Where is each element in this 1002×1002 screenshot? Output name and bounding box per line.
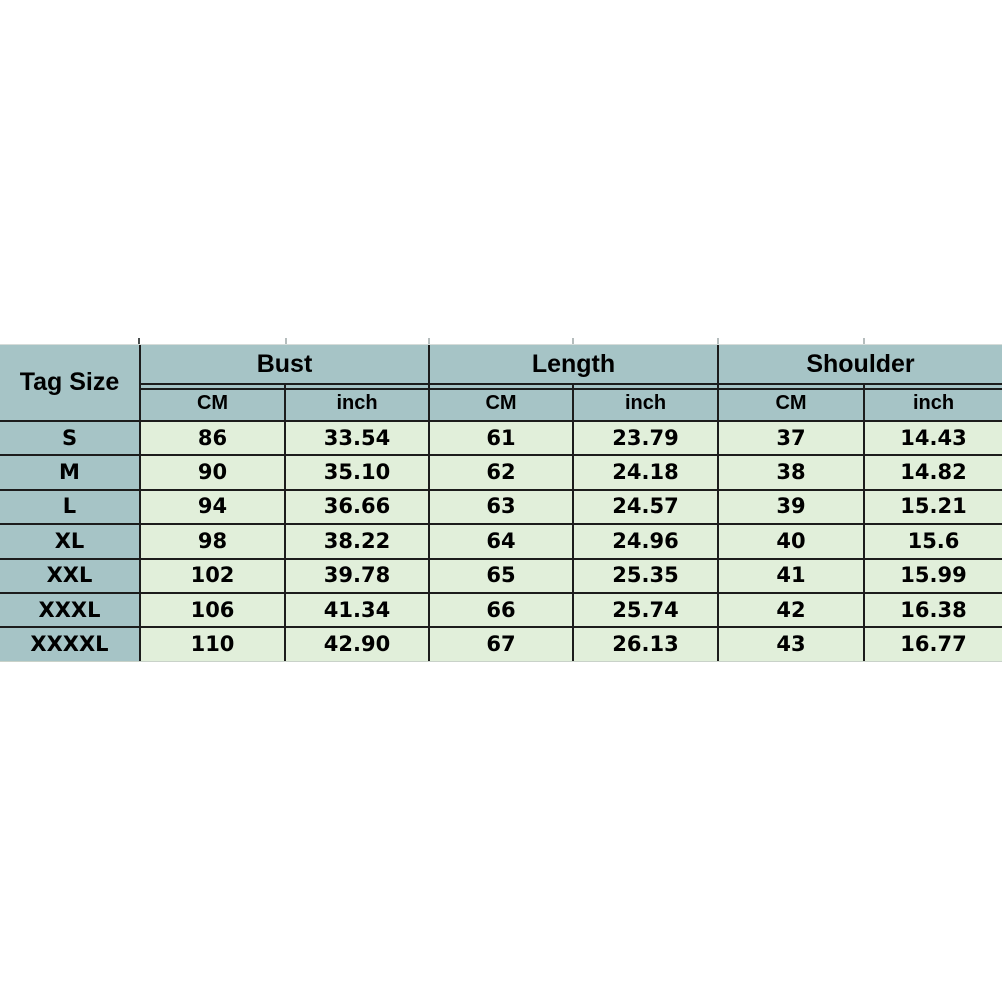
value-cell: 16.38 [863,592,1002,626]
value-cell: 23.79 [572,420,717,454]
group-header-bust: Bust [139,345,428,385]
group-header-shoulder: Shoulder [717,345,1002,385]
value-cell: 24.96 [572,523,717,557]
unit-header-bust-inch: inch [284,385,428,420]
value-cell: 61 [428,420,572,454]
value-cell: 66 [428,592,572,626]
value-cell: 65 [428,558,572,592]
unit-header-length-cm: CM [428,385,572,420]
value-cell: 26.13 [572,626,717,660]
value-cell: 33.54 [284,420,428,454]
value-cell: 41 [717,558,863,592]
value-cell: 110 [139,626,284,660]
value-cell: 64 [428,523,572,557]
value-cell: 25.35 [572,558,717,592]
value-cell: 94 [139,489,284,523]
value-cell: 42.90 [284,626,428,660]
tag-size-cell: XXXXL [0,626,139,660]
value-cell: 16.77 [863,626,1002,660]
value-cell: 24.57 [572,489,717,523]
tag-size-cell: M [0,454,139,488]
value-cell: 62 [428,454,572,488]
value-cell: 39.78 [284,558,428,592]
unit-header-shoulder-inch: inch [863,385,1002,420]
value-cell: 67 [428,626,572,660]
value-cell: 14.82 [863,454,1002,488]
unit-header-shoulder-cm: CM [717,385,863,420]
value-cell: 40 [717,523,863,557]
value-cell: 38 [717,454,863,488]
corner-header-tag-size: Tag Size [0,345,139,420]
tag-size-cell: L [0,489,139,523]
value-cell: 14.43 [863,420,1002,454]
value-cell: 102 [139,558,284,592]
group-header-length: Length [428,345,717,385]
tag-size-cell: S [0,420,139,454]
value-cell: 41.34 [284,592,428,626]
value-cell: 42 [717,592,863,626]
tag-size-cell: XXXL [0,592,139,626]
value-cell: 63 [428,489,572,523]
tag-size-cell: XXL [0,558,139,592]
value-cell: 25.74 [572,592,717,626]
value-cell: 15.21 [863,489,1002,523]
value-cell: 38.22 [284,523,428,557]
value-cell: 90 [139,454,284,488]
value-cell: 24.18 [572,454,717,488]
value-cell: 43 [717,626,863,660]
value-cell: 15.99 [863,558,1002,592]
value-cell: 36.66 [284,489,428,523]
value-cell: 37 [717,420,863,454]
value-cell: 98 [139,523,284,557]
unit-header-bust-cm: CM [139,385,284,420]
value-cell: 39 [717,489,863,523]
tag-size-cell: XL [0,523,139,557]
value-cell: 106 [139,592,284,626]
value-cell: 35.10 [284,454,428,488]
unit-header-length-inch: inch [572,385,717,420]
value-cell: 15.6 [863,523,1002,557]
value-cell: 86 [139,420,284,454]
size-chart-table [0,344,1002,662]
